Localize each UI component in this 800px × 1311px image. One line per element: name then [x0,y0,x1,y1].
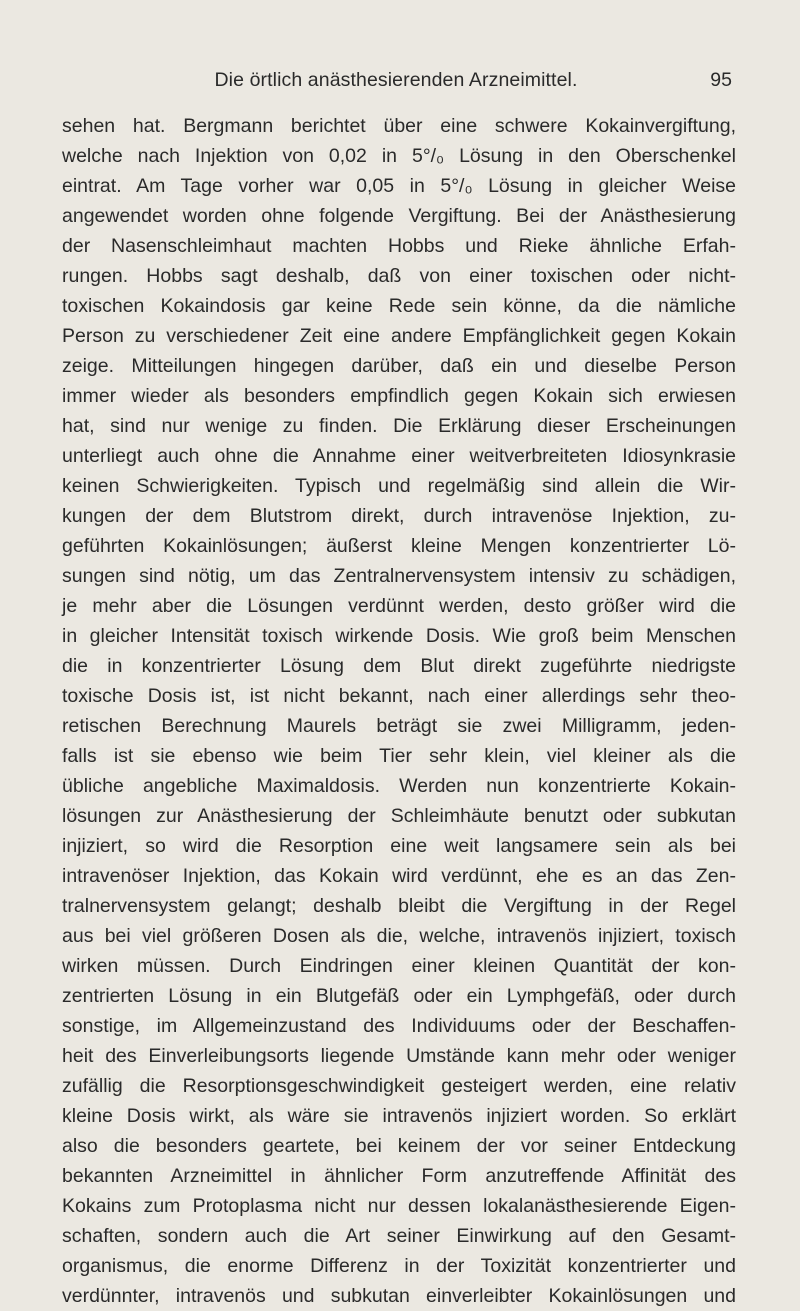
text-line: schaften, sondern auch die Art seiner Einwirkung auf den Gesamt- [62,1225,736,1247]
text-line: eintrat. Am Tage vorher war 0,05 in 5°/₀ Lösung in gleicher Weise [62,175,736,197]
text-line: in gleicher Intensität toxisch wirkende Dosis. Wie groß beim Menschen [62,625,736,647]
text-line: intravenöser Injektion, das Kokain wird verdünnt, ehe es an das Zen- [62,865,736,887]
text-line: heit des Einverleibungsorts liegende Umstände kann mehr oder weniger [62,1045,736,1067]
text-line: je mehr aber die Lösungen verdünnt werden, desto größer wird die [62,595,736,617]
page-number: 95 [710,69,732,91]
text-line: toxische Dosis ist, ist nicht bekannt, nach einer allerdings sehr theo- [62,685,736,707]
text-line: sonstige, im Allgemeinzustand des Individuums oder der Beschaffen- [62,1015,736,1037]
text-line: wirken müssen. Durch Eindringen einer kleinen Quantität der kon- [62,955,736,977]
text-line: zufällig die Resorptionsgeschwindigkeit gesteigert werden, eine relativ [62,1075,736,1097]
text-line: falls ist sie ebenso wie beim Tier sehr klein, viel kleiner als die [62,745,736,767]
text-line: zeige. Mitteilungen hingegen darüber, daß ein und dieselbe Person [62,355,736,377]
text-line: unterliegt auch ohne die Annahme einer weitverbreiteten Idiosynkrasie [62,445,736,467]
text-line: übliche angebliche Maximaldosis. Werden nun konzentrierte Kokain- [62,775,736,797]
chapter-title: Die örtlich anästhesierenden Arzneimittel. [214,69,578,91]
text-line: sehen hat. Bergmann berichtet über eine schwere Kokainvergiftung, [62,115,736,137]
text-line: immer wieder als besonders empfindlich gegen Kokain sich erwiesen [62,385,736,407]
text-line: kungen der dem Blutstrom direkt, durch intravenöse Injektion, zu- [62,505,736,527]
text-line: organismus, die enorme Differenz in der Toxizität konzentrierter und [62,1255,736,1277]
text-line: tralnervensystem gelangt; deshalb bleibt die Vergiftung in der Regel [62,895,736,917]
text-line: verdünnter, intravenös und subkutan einverleibter Kokainlösungen und [62,1285,736,1307]
text-line: kleine Dosis wirkt, als wäre sie intravenös injiziert worden. So erklärt [62,1105,736,1127]
text-line: rungen. Hobbs sagt deshalb, daß von einer toxischen oder nicht- [62,265,736,287]
running-header [60,66,732,94]
text-line: die in konzentrierter Lösung dem Blut direkt zugeführte niedrigste [62,655,736,677]
text-line: bekannten Arzneimittel in ähnlicher Form anzutreffende Affinität des [62,1165,736,1187]
text-line: Kokains zum Protoplasma nicht nur dessen lokalanästhesierende Eigen- [62,1195,736,1217]
text-line: retischen Berechnung Maurels beträgt sie zwei Milligramm, jeden- [62,715,736,737]
text-line: sungen sind nötig, um das Zentralnervensystem intensiv zu schädigen, [62,565,736,587]
text-line: injiziert, so wird die Resorption eine weit langsamere sein als bei [62,835,736,857]
body-text [62,111,736,1311]
text-line: angewendet worden ohne folgende Vergiftung. Bei der Anästhesierung [62,205,736,227]
text-line: zentrierten Lösung in ein Blutgefäß oder ein Lymphgefäß, oder durch [62,985,736,1007]
text-line: der Nasenschleimhaut machten Hobbs und Rieke ähnliche Erfah- [62,235,736,257]
text-line: also die besonders geartete, bei keinem der vor seiner Entdeckung [62,1135,736,1157]
text-line: geführten Kokainlösungen; äußerst kleine Mengen konzentrierter Lö- [62,535,736,557]
text-line: hat, sind nur wenige zu finden. Die Erklärung dieser Erscheinungen [62,415,736,437]
text-line: welche nach Injektion von 0,02 in 5°/₀ Lösung in den Oberschenkel [62,145,736,167]
text-line: toxischen Kokaindosis gar keine Rede sein könne, da die nämliche [62,295,736,317]
text-line: aus bei viel größeren Dosen als die, welche, intravenös injiziert, toxisch [62,925,736,947]
text-line: lösungen zur Anästhesierung der Schleimhäute benutzt oder subkutan [62,805,736,827]
text-line: Person zu verschiedener Zeit eine andere Empfänglichkeit gegen Kokain [62,325,736,347]
text-line: keinen Schwierigkeiten. Typisch und regelmäßig sind allein die Wir- [62,475,736,497]
